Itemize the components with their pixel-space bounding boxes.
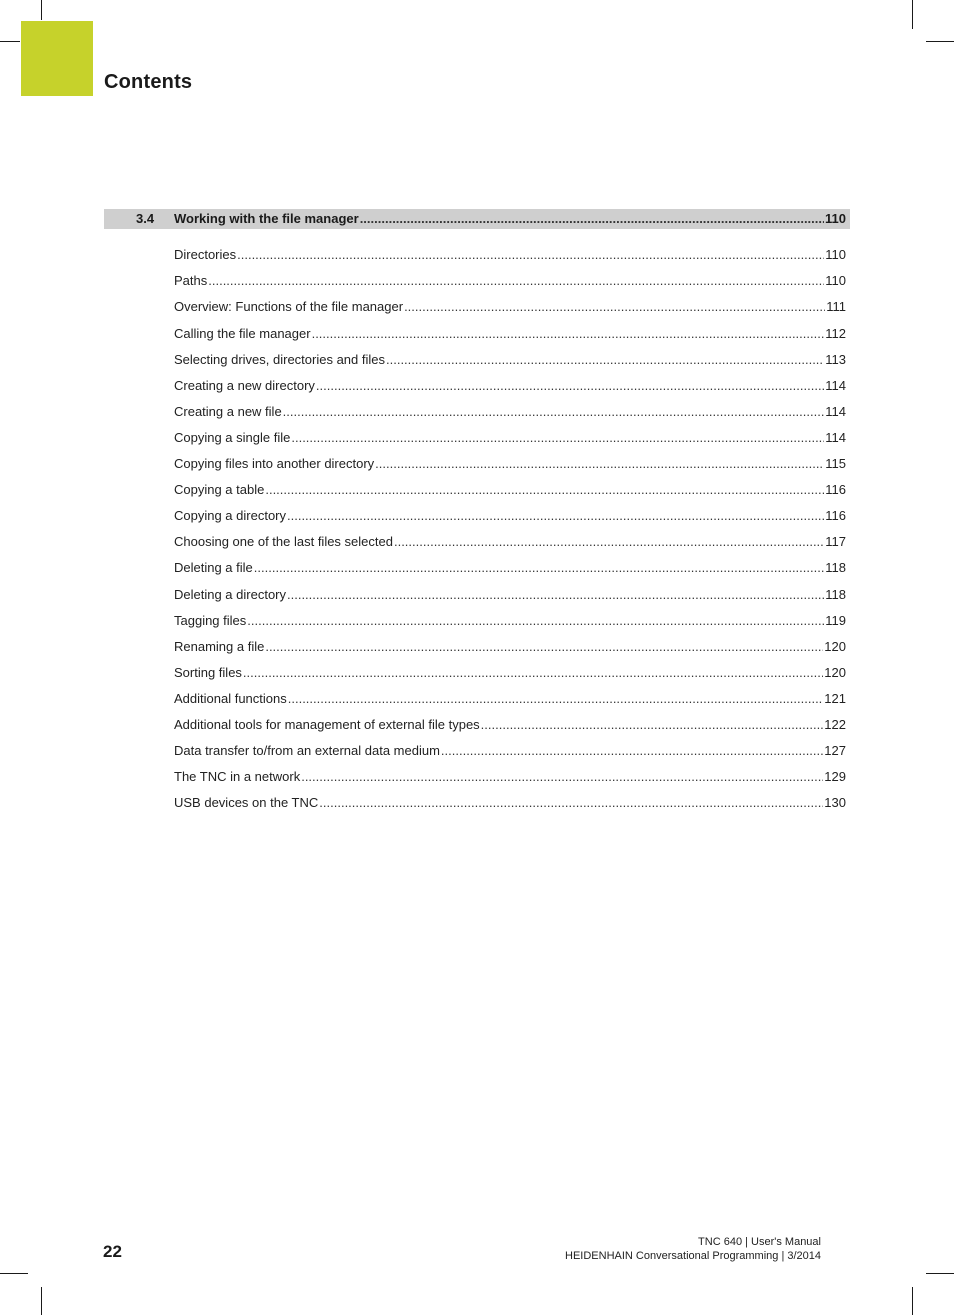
- crop-mark-top-left-horizontal: [0, 41, 20, 42]
- toc-entry-page: 119: [825, 613, 846, 628]
- dot-leader: [394, 533, 824, 551]
- toc-entry-title: Copying files into another directory: [174, 456, 375, 471]
- dot-leader: [288, 690, 824, 708]
- dot-leader: [360, 210, 824, 228]
- dot-leader: [237, 246, 824, 264]
- toc-entry-title: Sorting files: [174, 665, 242, 680]
- toc-entry-page: 117: [825, 534, 846, 549]
- chapter-accent-block: [21, 21, 93, 96]
- toc-entry-title: Creating a new file: [174, 404, 282, 419]
- toc-entry-page: 111: [826, 299, 846, 314]
- toc-entry[interactable]: [174, 377, 846, 395]
- toc-entry[interactable]: [174, 403, 846, 421]
- dot-leader: [375, 455, 824, 473]
- toc-entry[interactable]: [174, 455, 846, 473]
- toc-entry-page: 113: [825, 352, 846, 367]
- section-heading-line: [174, 210, 846, 228]
- toc-entry[interactable]: [174, 768, 846, 786]
- dot-leader: [319, 794, 823, 812]
- toc-entry-title: Additional functions: [174, 691, 287, 706]
- crop-mark-top-left-vertical: [41, 0, 42, 20]
- crop-mark-bottom-left-vertical: [41, 1287, 42, 1315]
- toc-entry-title: Renaming a file: [174, 639, 265, 654]
- toc-entry[interactable]: [174, 325, 846, 343]
- toc-entry-page: 112: [825, 326, 846, 341]
- toc-entry-page: 115: [825, 456, 846, 471]
- toc-entry[interactable]: [174, 612, 846, 630]
- section-number: 3.4: [136, 211, 155, 226]
- toc-entry-page: 118: [825, 587, 846, 602]
- toc-entry-page: 116: [825, 482, 846, 497]
- toc-entry[interactable]: [174, 507, 846, 525]
- toc-entry-title: Deleting a directory: [174, 587, 286, 602]
- dot-leader: [254, 559, 824, 577]
- crop-mark-top-right-horizontal: [926, 41, 954, 42]
- toc-entry-page: 120: [824, 639, 846, 654]
- toc-entry-title: Choosing one of the last files selected: [174, 534, 393, 549]
- page-number: 22: [103, 1242, 122, 1261]
- dot-leader: [404, 298, 825, 316]
- crop-mark-bottom-right-vertical: [912, 1287, 913, 1315]
- dot-leader: [312, 325, 825, 343]
- toc-entry-page: 121: [824, 691, 846, 706]
- page-title: Contents: [104, 71, 193, 93]
- toc-entry-page: 116: [825, 508, 846, 523]
- toc-section-heading[interactable]: [104, 209, 850, 229]
- toc-entry-title: Paths: [174, 273, 208, 288]
- toc-entry-page: 110: [825, 273, 846, 288]
- toc-entry[interactable]: [174, 664, 846, 682]
- toc-entry-title: USB devices on the TNC: [174, 795, 319, 810]
- toc-entry-title: Copying a directory: [174, 508, 286, 523]
- toc-entry-title: Calling the file manager: [174, 326, 311, 341]
- toc-entry-title: Additional tools for management of external file types: [174, 717, 480, 732]
- toc-entry[interactable]: [174, 690, 846, 708]
- toc-entry-page: 122: [824, 717, 846, 732]
- toc-entry[interactable]: [174, 742, 846, 760]
- toc-entry-title: Copying a table: [174, 482, 265, 497]
- toc-entry-page: 114: [825, 404, 846, 419]
- toc-entry-page: 120: [824, 665, 846, 680]
- toc-entry[interactable]: [174, 298, 846, 316]
- dot-leader: [441, 742, 823, 760]
- toc-entry-page: 129: [824, 769, 846, 784]
- toc-entry-page: 114: [825, 378, 846, 393]
- toc-entry-page: 130: [824, 795, 846, 810]
- dot-leader: [316, 377, 824, 395]
- section-title: Working with the file manager: [174, 211, 359, 226]
- dot-leader: [481, 716, 824, 734]
- dot-leader: [243, 664, 823, 682]
- toc-entry-title: Creating a new directory: [174, 378, 315, 393]
- dot-leader: [287, 507, 824, 525]
- toc-entry-title: Copying a single file: [174, 430, 291, 445]
- toc-entry[interactable]: [174, 351, 846, 369]
- toc-entry-title: Deleting a file: [174, 560, 253, 575]
- toc-entry[interactable]: [174, 272, 846, 290]
- toc-entry[interactable]: [174, 481, 846, 499]
- footer-manual-line: TNC 640 | User's Manual: [698, 1236, 821, 1248]
- toc-entry-title: Overview: Functions of the file manager: [174, 299, 404, 314]
- toc-entry[interactable]: [174, 559, 846, 577]
- dot-leader: [265, 638, 823, 656]
- crop-mark-top-right-vertical: [912, 0, 913, 29]
- dot-leader: [291, 429, 824, 447]
- toc-entry[interactable]: [174, 429, 846, 447]
- toc-entry-title: Data transfer to/from an external data medium: [174, 743, 440, 758]
- dot-leader: [386, 351, 824, 369]
- crop-mark-bottom-right-horizontal: [926, 1273, 954, 1274]
- dot-leader: [283, 403, 825, 421]
- toc-entry-title: Tagging files: [174, 613, 247, 628]
- toc-entry[interactable]: [174, 638, 846, 656]
- dot-leader: [208, 272, 824, 290]
- toc-entry-page: 127: [824, 743, 846, 758]
- toc-entry[interactable]: [174, 533, 846, 551]
- dot-leader: [247, 612, 824, 630]
- crop-mark-bottom-left-horizontal: [0, 1273, 28, 1274]
- toc-entry[interactable]: [174, 586, 846, 604]
- toc-entry-title: Selecting drives, directories and files: [174, 352, 385, 367]
- toc-entry[interactable]: [174, 246, 846, 264]
- dot-leader: [265, 481, 824, 499]
- section-page-number: 110: [825, 211, 846, 226]
- footer-edition-line: HEIDENHAIN Conversational Programming | 3/2014: [565, 1250, 821, 1262]
- toc-entry-title: Directories: [174, 247, 237, 262]
- toc-entry-page: 118: [825, 560, 846, 575]
- toc-entry-page: 110: [825, 247, 846, 262]
- toc-entry[interactable]: [174, 716, 846, 734]
- footer-manual-info: [565, 1235, 821, 1263]
- dot-leader: [287, 586, 824, 604]
- toc-entry-title: The TNC in a network: [174, 769, 301, 784]
- toc-entry-page: 114: [825, 430, 846, 445]
- dot-leader: [301, 768, 823, 786]
- toc-entry[interactable]: [174, 794, 846, 812]
